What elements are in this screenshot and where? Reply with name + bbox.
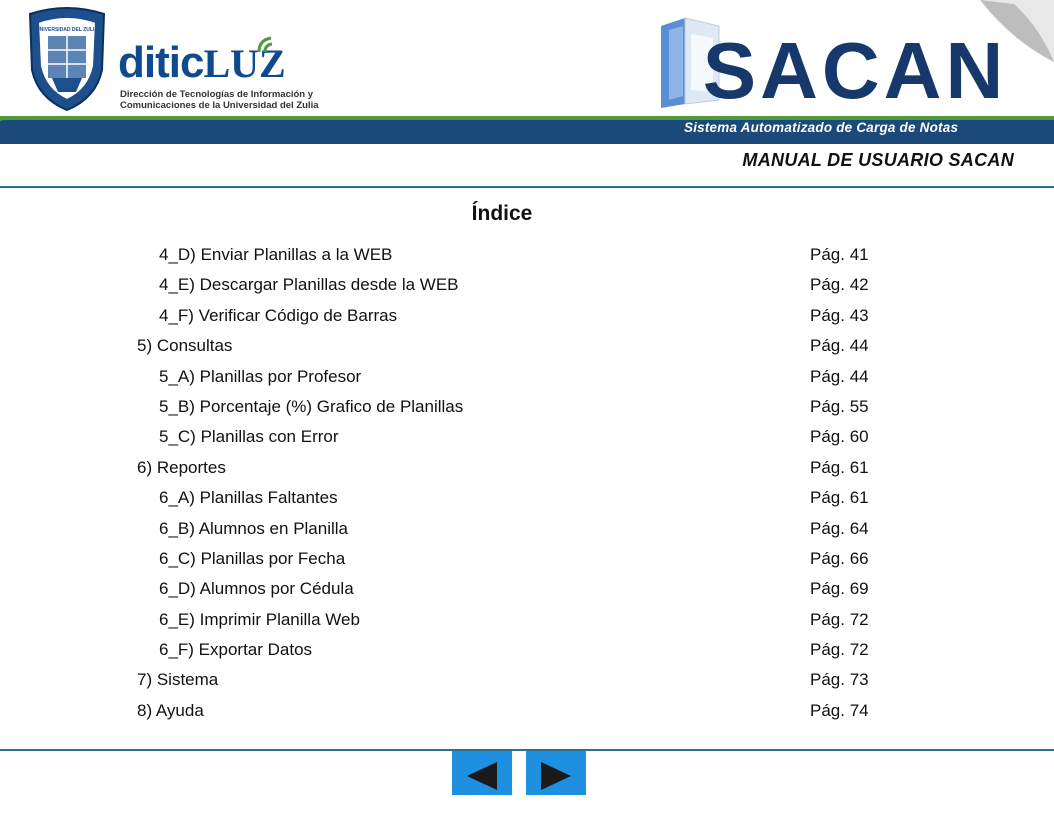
toc-entry bbox=[0, 392, 1054, 422]
toc-entry-page: Pág. 73 bbox=[810, 670, 869, 690]
triangle-right-icon bbox=[539, 760, 573, 792]
toc-entry-label: 5_C) Planillas con Error bbox=[159, 427, 339, 447]
toc-entry bbox=[0, 362, 1054, 392]
toc-entry-label: 6_F) Exportar Datos bbox=[159, 640, 313, 660]
toc-entry bbox=[0, 422, 1054, 452]
toc-entry bbox=[0, 574, 1054, 604]
toc-entry-label: 6_A) Planillas Faltantes bbox=[159, 488, 338, 508]
toc-entry-page: Pág. 72 bbox=[810, 640, 869, 660]
toc-entry-label: 4_D) Enviar Planillas a la WEB bbox=[159, 245, 393, 264]
toc-entry bbox=[0, 331, 1054, 361]
toc-entry-page: Pág. 43 bbox=[810, 305, 869, 325]
toc-entry-label: 8) Ayuda bbox=[137, 700, 204, 720]
toc-entry-page: Pág. 61 bbox=[810, 457, 869, 477]
toc-entry-label: 4_F) Verificar Código de Barras bbox=[159, 305, 398, 325]
toc-entry-page: Pág. 66 bbox=[810, 548, 869, 568]
toc-entry-label: 6) Reportes bbox=[137, 457, 226, 477]
toc-entry bbox=[0, 514, 1054, 544]
university-seal-text: UNIVERSIDAD DEL ZULIA bbox=[36, 27, 98, 33]
top-divider bbox=[0, 186, 1054, 188]
toc-entry bbox=[0, 453, 1054, 483]
ditic-subtitle-line2: Comunicaciones de la Universidad del Zulia bbox=[120, 99, 319, 111]
next-page-button[interactable] bbox=[526, 751, 586, 795]
toc-entry-page: Pág. 72 bbox=[810, 609, 869, 629]
toc-entry-page: Pág. 44 bbox=[810, 366, 869, 386]
toc-entry-label: 5_A) Planillas por Profesor bbox=[159, 366, 362, 386]
wifi-signal-icon bbox=[255, 32, 285, 54]
toc-entry-page: Pág. 41 bbox=[810, 245, 869, 264]
toc-entry bbox=[0, 635, 1054, 665]
manual-title: MANUAL DE USUARIO SACAN bbox=[742, 150, 1014, 170]
ditic-logo-text: ditic bbox=[118, 38, 204, 87]
toc-entry-page: Pág. 42 bbox=[810, 275, 869, 295]
toc-entry-page: Pág. 74 bbox=[810, 700, 869, 720]
index-title: Índice bbox=[471, 202, 533, 225]
toc-entry-label: 6_D) Alumnos por Cédula bbox=[159, 579, 354, 599]
table-of-contents bbox=[0, 240, 1054, 726]
toc-entry-label: 7) Sistema bbox=[137, 670, 219, 690]
toc-entry-page: Pág. 55 bbox=[810, 396, 869, 416]
toc-entry-label: 6_C) Planillas por Fecha bbox=[159, 548, 346, 568]
toc-entry-page: Pág. 61 bbox=[810, 488, 869, 508]
toc-entry bbox=[0, 696, 1054, 726]
toc-entry bbox=[0, 665, 1054, 695]
banner-text: Sistema Automatizado de Carga de Notas bbox=[684, 120, 959, 135]
ditic-logo-accent: LUZ bbox=[203, 41, 286, 86]
toc-entry-page: Pág. 44 bbox=[810, 336, 869, 356]
sacan-logo bbox=[700, 26, 1010, 112]
triangle-left-icon bbox=[465, 760, 499, 792]
page-header bbox=[0, 0, 1054, 145]
toc-entry-label: 4_E) Descargar Planillas desde la WEB bbox=[159, 275, 459, 295]
university-seal-logo bbox=[26, 6, 108, 112]
previous-page-button[interactable] bbox=[452, 751, 512, 795]
page-curl-decoration bbox=[980, 0, 1054, 62]
toc-entry-label: 6_E) Imprimir Planilla Web bbox=[159, 609, 360, 629]
toc-entry bbox=[0, 544, 1054, 574]
toc-entry-page: Pág. 60 bbox=[810, 427, 869, 447]
sacan-logo-text: SACAN bbox=[702, 26, 1008, 112]
toc-entry bbox=[0, 270, 1054, 300]
toc-entry bbox=[0, 240, 1054, 270]
toc-entry-page: Pág. 69 bbox=[810, 579, 869, 599]
toc-entry-label: 5_B) Porcentaje (%) Grafico de Planillas bbox=[159, 396, 464, 416]
toc-entry-label: 6_B) Alumnos en Planilla bbox=[159, 518, 349, 538]
toc-entry-label: 5) Consultas bbox=[137, 336, 233, 356]
toc-entry bbox=[0, 605, 1054, 635]
ditic-subtitle-line1: Dirección de Tecnologías de Información y bbox=[120, 89, 314, 100]
toc-entry-page: Pág. 64 bbox=[810, 518, 869, 538]
toc-entry bbox=[0, 301, 1054, 331]
toc-entry bbox=[0, 483, 1054, 513]
ditic-logo bbox=[118, 40, 328, 115]
